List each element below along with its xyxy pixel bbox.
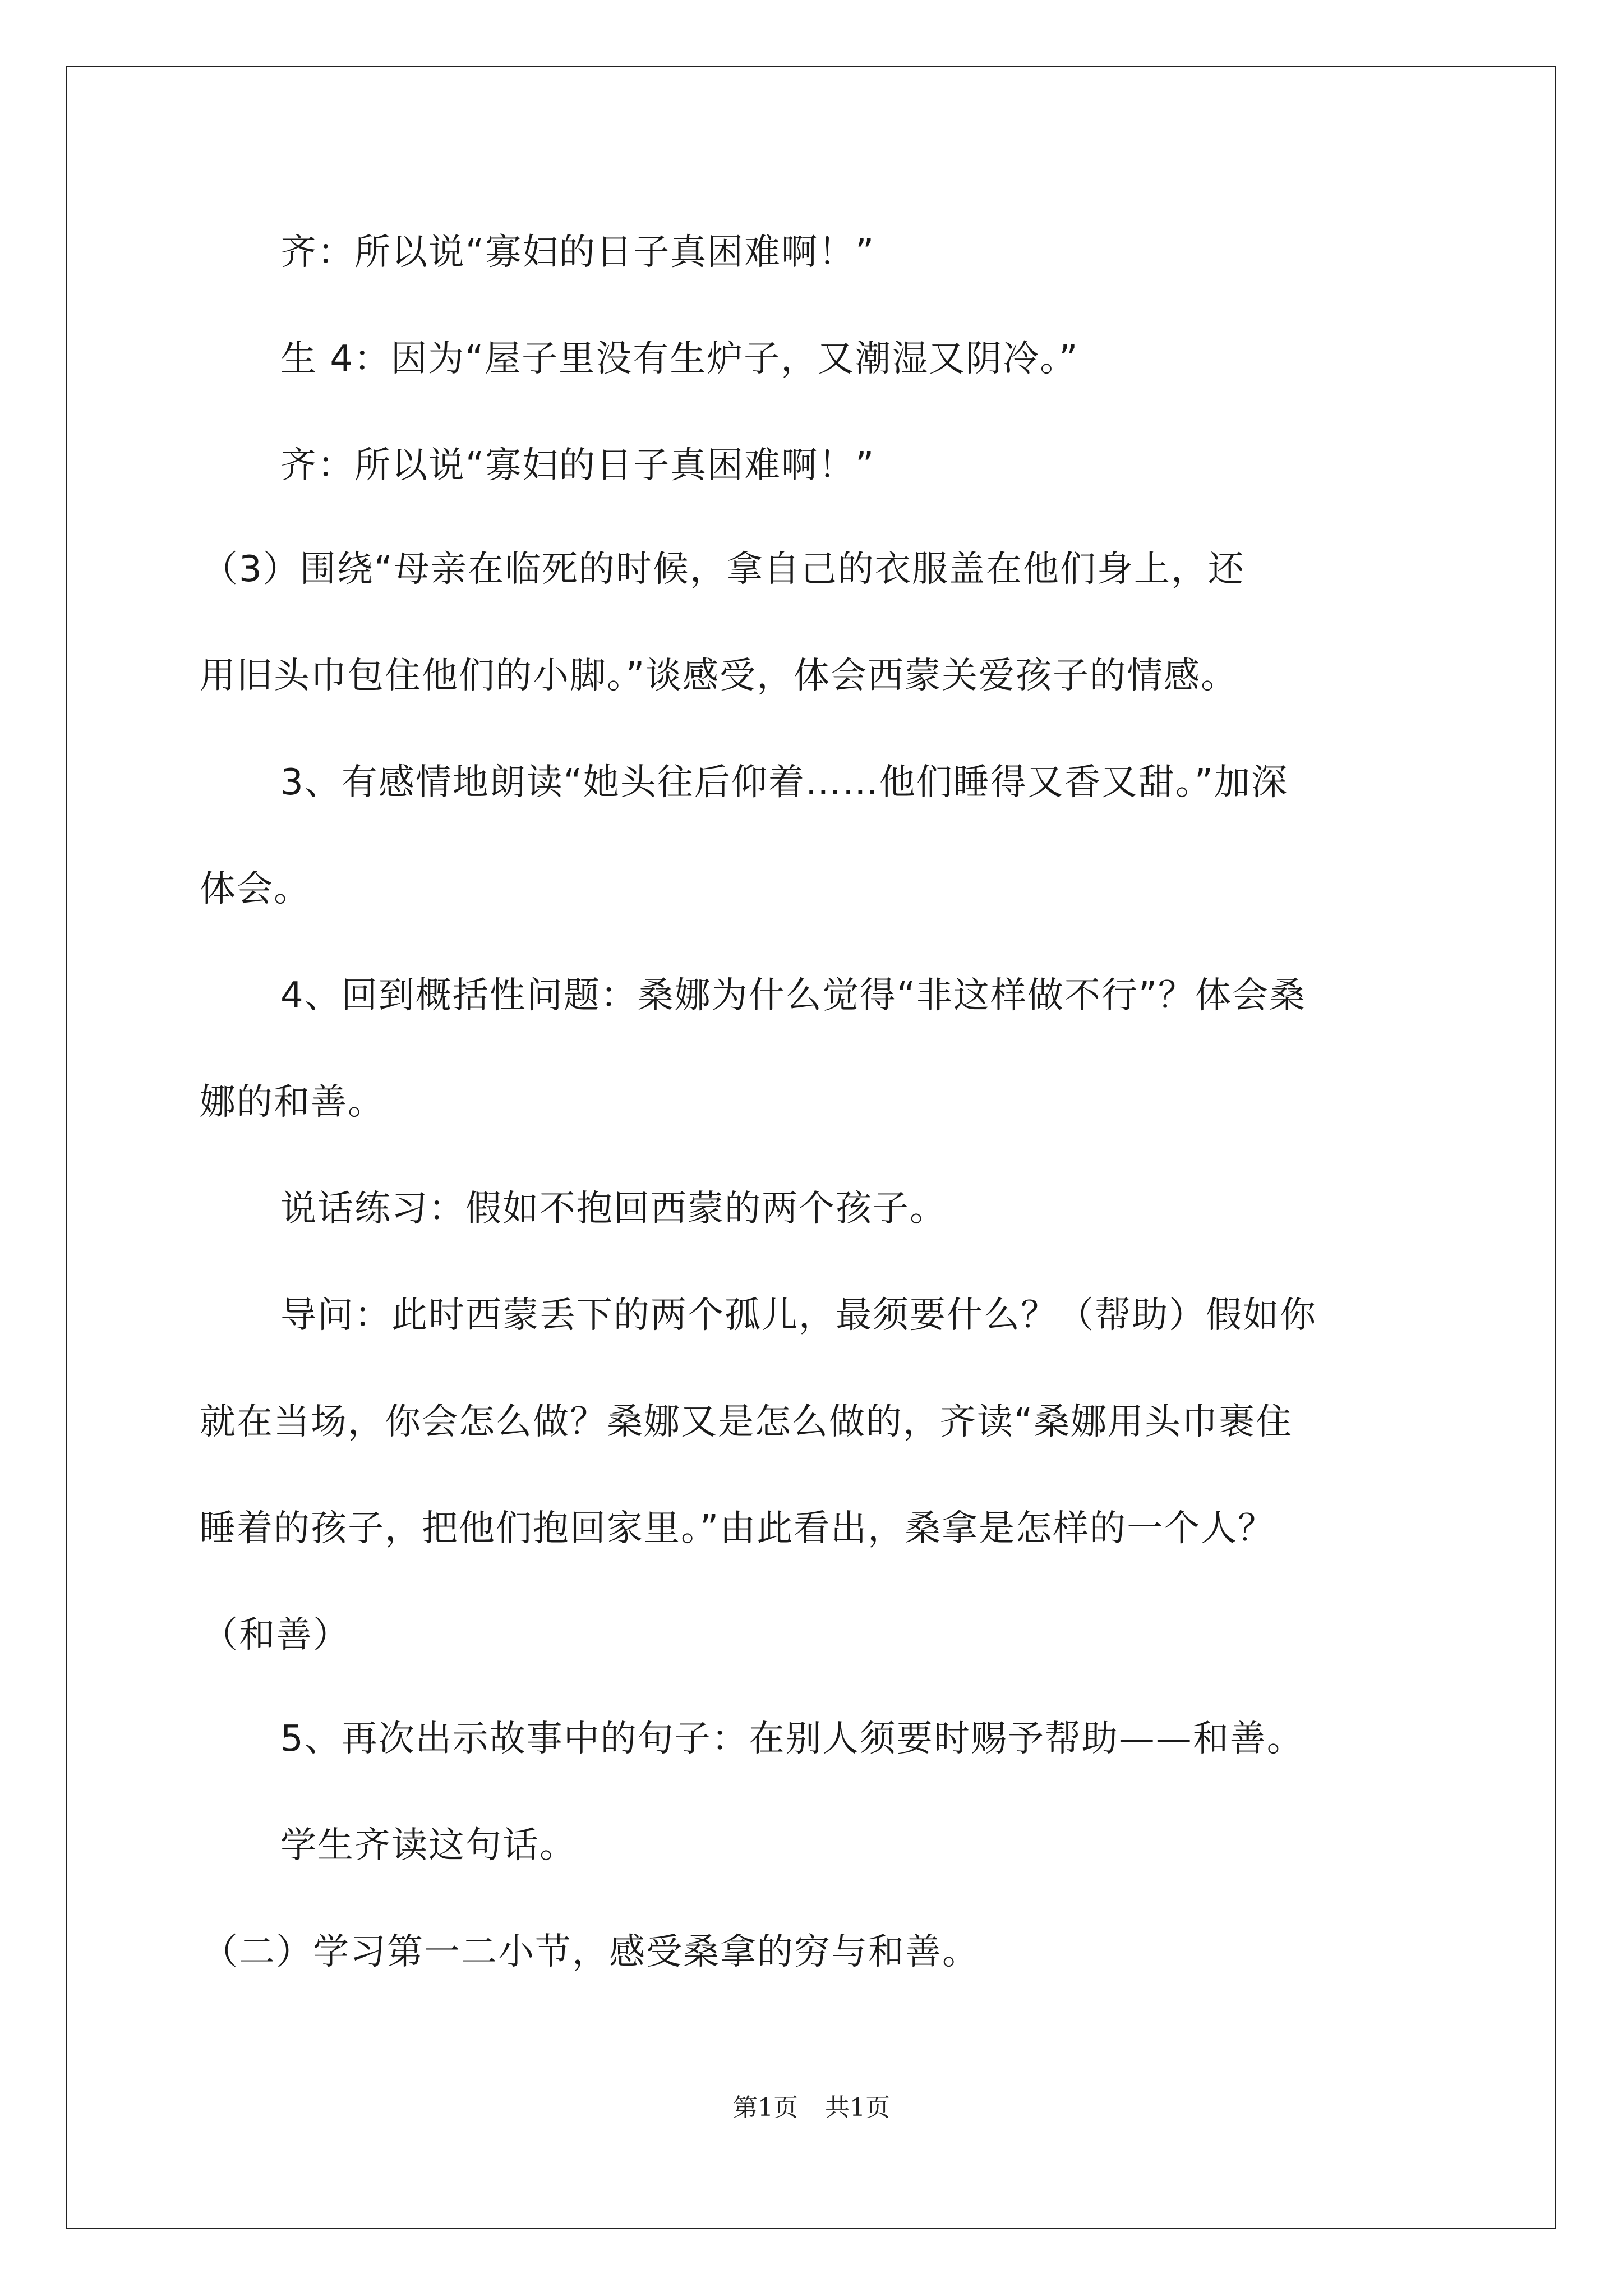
text-line-10: 说话练习：假如不抱回西蒙的两个孩子。 bbox=[280, 1188, 947, 1230]
page-number: 第1页 bbox=[733, 2093, 798, 2122]
text-line-5: 用旧头巾包住他们的小脚。”谈感受，体会西蒙关爱孩子的情感。 bbox=[200, 655, 1238, 697]
text-line-16: 学生齐读这句话。 bbox=[280, 1825, 577, 1866]
page-footer bbox=[0, 2092, 1623, 2124]
text-line-7: 体会。 bbox=[200, 868, 311, 910]
text-line-15: 5、再次出示故事中的句子：在别人须要时赐予帮助——和善。 bbox=[280, 1718, 1304, 1760]
text-line-8: 4、回到概括性问题：桑娜为什么觉得“非这样做不行”？体会桑 bbox=[280, 975, 1307, 1016]
text-line-6: 3、有感情地朗读“她头往后仰着……他们睡得又香又甜。”加深 bbox=[280, 762, 1289, 803]
text-line-12: 就在当场，你会怎么做？桑娜又是怎么做的，齐读“桑娜用头巾裹住 bbox=[200, 1401, 1293, 1443]
text-line-2: 生 4：因为“屋子里没有生炉子，又潮湿又阴冷。” bbox=[280, 338, 1079, 380]
text-line-1: 齐：所以说“寡妇的日子真困难啊！” bbox=[280, 232, 875, 273]
text-line-17: （二）学习第一二小节，感受桑拿的穷与和善。 bbox=[202, 1931, 979, 1973]
text-line-13: 睡着的孩子，把他们抱回家里。”由此看出，桑拿是怎样的一个人？ bbox=[200, 1508, 1275, 1549]
text-line-9: 娜的和善。 bbox=[200, 1082, 385, 1123]
text-line-11: 导问：此时西蒙丢下的两个孤儿，最须要什么？（帮助）假如你 bbox=[280, 1295, 1317, 1336]
page-border bbox=[66, 66, 1556, 2229]
text-line-4: （3）围绕“母亲在临死的时候，拿自己的衣服盖在他们身上，还 bbox=[202, 549, 1245, 590]
total-pages: 共1页 bbox=[825, 2093, 890, 2122]
text-line-3: 齐：所以说“寡妇的日子真困难啊！” bbox=[280, 445, 875, 486]
text-line-14: （和善） bbox=[202, 1614, 350, 1656]
